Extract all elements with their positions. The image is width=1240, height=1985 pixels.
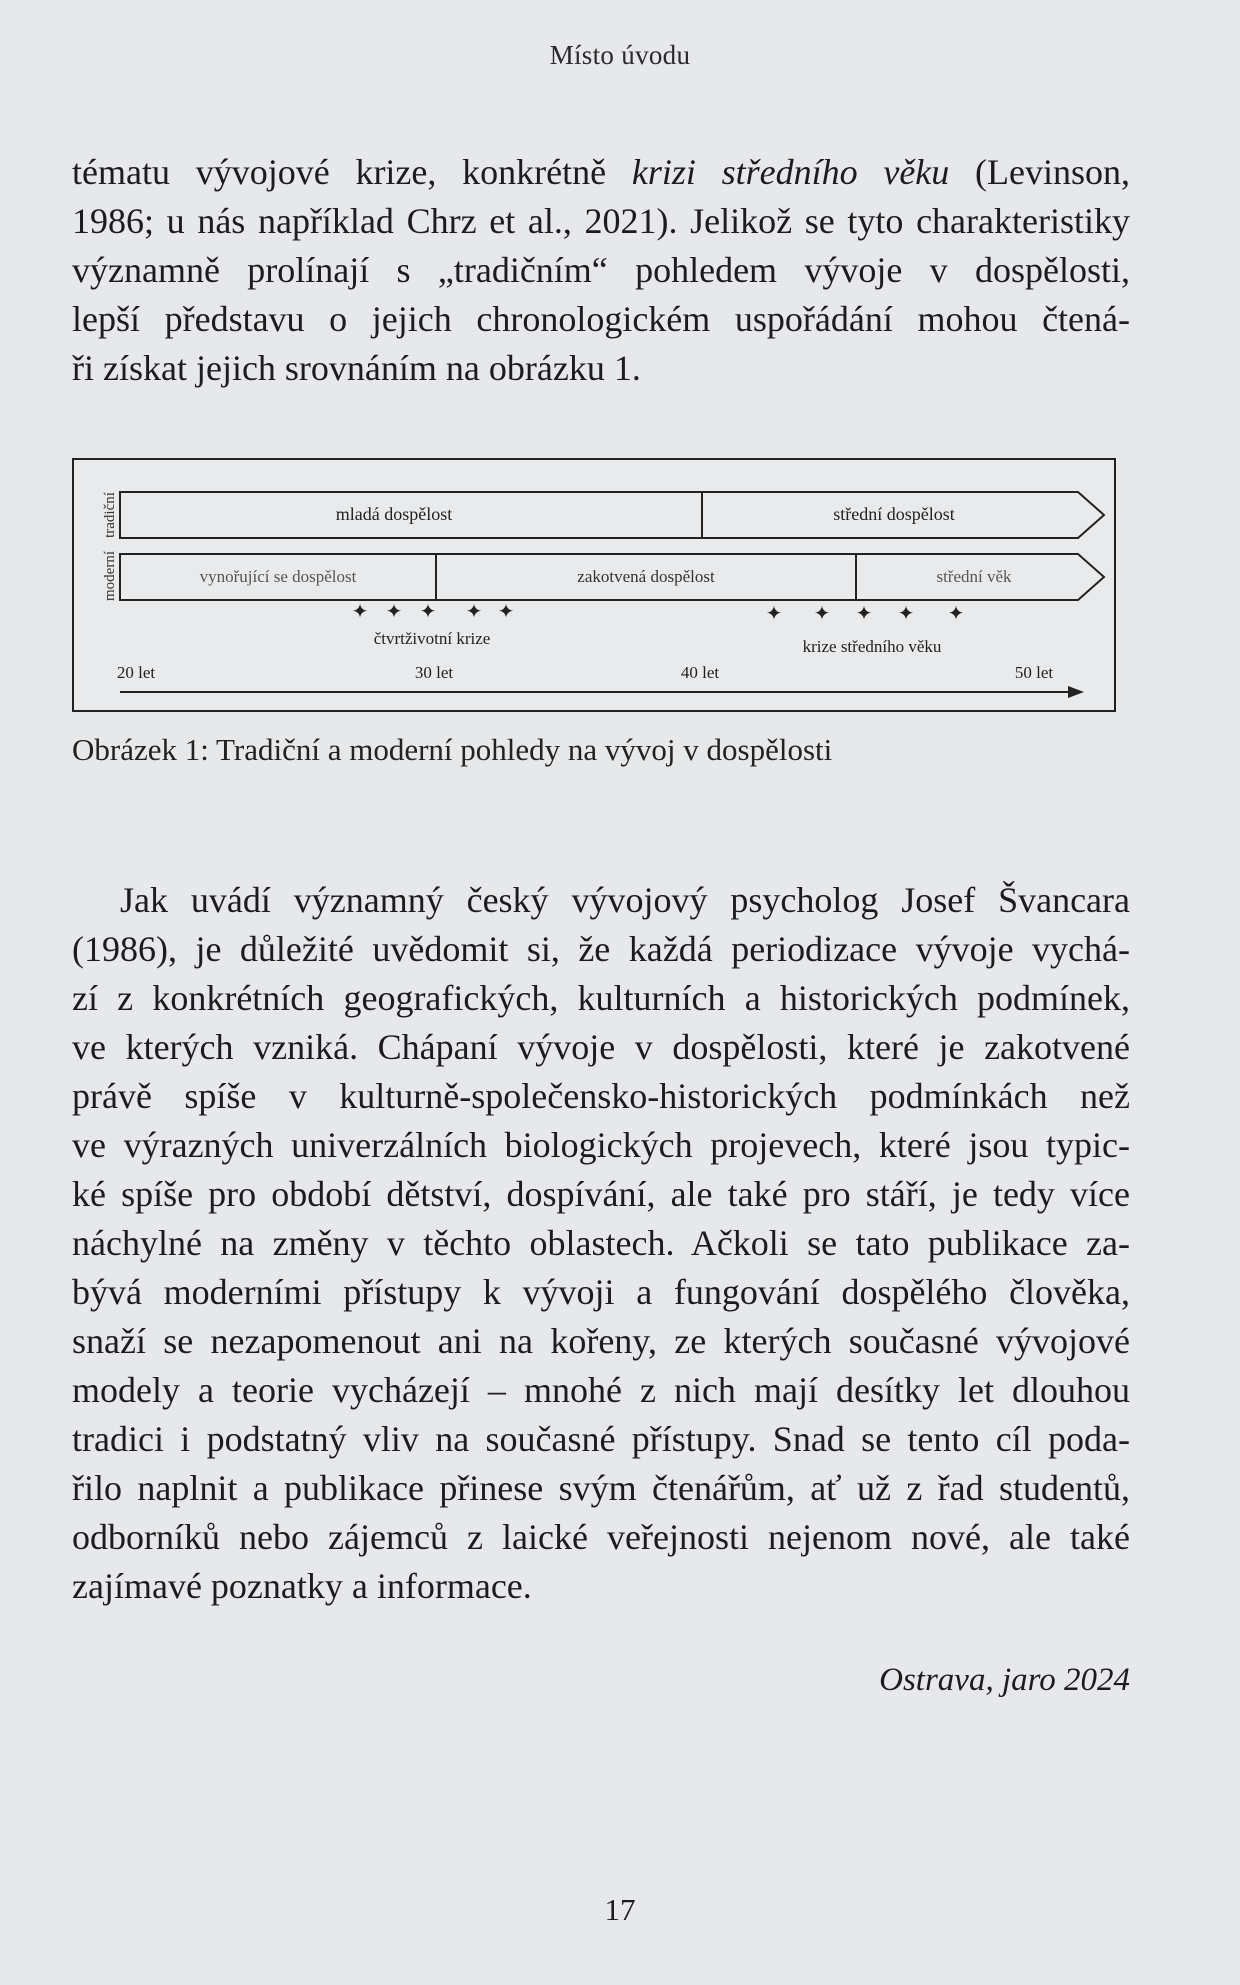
paragraph-2-line: snaží se nezapomenout ani na kořeny, ze kterých současné vývojové <box>72 1321 1130 1361</box>
paragraph-2-line: náchylné na změny v těchto oblastech. Ačkoli se tato publikace za- <box>72 1223 1130 1263</box>
annotation-midlife-crisis: krize středního věku <box>802 637 942 656</box>
label-middle-adulthood: střední dospělost <box>833 504 955 524</box>
paragraph-2-line: modely a teorie vycházejí – mnohé z nich mají desítky let dlouhou <box>72 1370 1130 1410</box>
figure-1 <box>72 458 1116 712</box>
tick-label: 50 let <box>1014 663 1054 682</box>
paragraph-2-line: tradici i podstatný vliv na současné přístupy. Snad se tento cíl poda- <box>72 1419 1130 1459</box>
side-label-modern: moderní <box>102 551 118 601</box>
tick-label: 20 let <box>116 663 156 682</box>
marker-icon: ✦ <box>813 603 831 625</box>
paragraph-2-line: zajímavé poznatky a informace. <box>72 1566 532 1606</box>
timeline-diagram <box>74 460 1118 714</box>
time-axis-arrowhead <box>1068 686 1084 698</box>
marker-icon: ✦ <box>897 603 915 625</box>
paragraph-2-line: odborníků nebo zájemců z laické veřejnosti nejenom nové, ale také <box>72 1517 1130 1557</box>
figure-caption: Obrázek 1: Tradiční a moderní pohledy na vývoj v dospělosti <box>72 732 833 767</box>
paragraph-2-line: (1986), je důležité uvědomit si, že každá periodizace vývoje vychá- <box>72 929 1130 969</box>
midlife-crisis-markers <box>766 603 965 625</box>
paragraph-1-line: lepší představu o jejich chronologickém uspořádání mohou čtená- <box>72 299 1130 339</box>
paragraph-1-line: ři získat jejich srovnáním na obrázku 1. <box>72 348 641 388</box>
annotation-quarter-life-crisis: čtvrtživotní krize <box>373 629 491 648</box>
paragraph-2 <box>72 876 1130 1611</box>
marker-icon: ✦ <box>351 601 369 623</box>
paragraph-1 <box>72 148 1130 393</box>
label-emerging-adulthood: vynořující se dospělost <box>199 567 357 586</box>
marker-icon: ✦ <box>765 603 783 625</box>
italic-term: krizi středního věku <box>631 152 950 192</box>
marker-icon: ✦ <box>855 603 873 625</box>
marker-icon: ✦ <box>947 603 965 625</box>
paragraph-1-line: tématu vývojové krize, konkrétně krizi středního věku (Levinson, <box>72 152 1130 192</box>
paragraph-2-line: ve výrazných univerzálních biologických projevech, které jsou typic- <box>72 1125 1130 1165</box>
paragraph-2-line: ké spíše pro období dětství, dospívání, ale také pro stáří, je tedy více <box>72 1174 1130 1214</box>
marker-icon: ✦ <box>497 601 515 623</box>
marker-icon: ✦ <box>385 601 403 623</box>
signoff: Ostrava, jaro 2024 <box>879 1662 1130 1698</box>
label-young-adulthood: mladá dospělost <box>335 504 453 524</box>
marker-icon: ✦ <box>419 601 437 623</box>
paragraph-1-line: významně prolínají s „tradičním“ pohledem vývoje v dospělosti, <box>72 250 1130 290</box>
paragraph-2-line: ve kterých vzniká. Chápaní vývoje v dospělosti, které je zakotvené <box>72 1027 1130 1067</box>
paragraph-1-line: 1986; u nás například Chrz et al., 2021). Jelikož se tyto charakteristiky <box>72 201 1130 241</box>
quarter-life-crisis-markers <box>352 601 515 623</box>
label-midlife: střední věk <box>936 567 1012 586</box>
paragraph-2-line: zí z konkrétních geografických, kulturních a historických podmínek, <box>72 978 1130 1018</box>
page-number: 17 <box>604 1892 636 1927</box>
paragraph-2-line: právě spíše v kulturně-společensko-historických podmínkách než <box>72 1076 1130 1116</box>
paragraph-2-line: bývá moderními přístupy k vývoji a fungování dospělého člověka, <box>72 1272 1130 1312</box>
paragraph-2-line: Jak uvádí významný český vývojový psycholog Josef Švancara <box>120 880 1130 920</box>
paragraph-2-line: řilo naplnit a publikace přinese svým čtenářům, ať už z řad studentů, <box>72 1468 1130 1508</box>
marker-icon: ✦ <box>465 601 483 623</box>
traditional-arrow <box>120 492 1104 538</box>
label-established-adulthood: zakotvená dospělost <box>577 567 715 586</box>
running-head: Místo úvodu <box>549 40 691 70</box>
tick-label: 40 let <box>680 663 720 682</box>
tick-label: 30 let <box>414 663 454 682</box>
side-label-traditional: tradiční <box>102 492 118 538</box>
